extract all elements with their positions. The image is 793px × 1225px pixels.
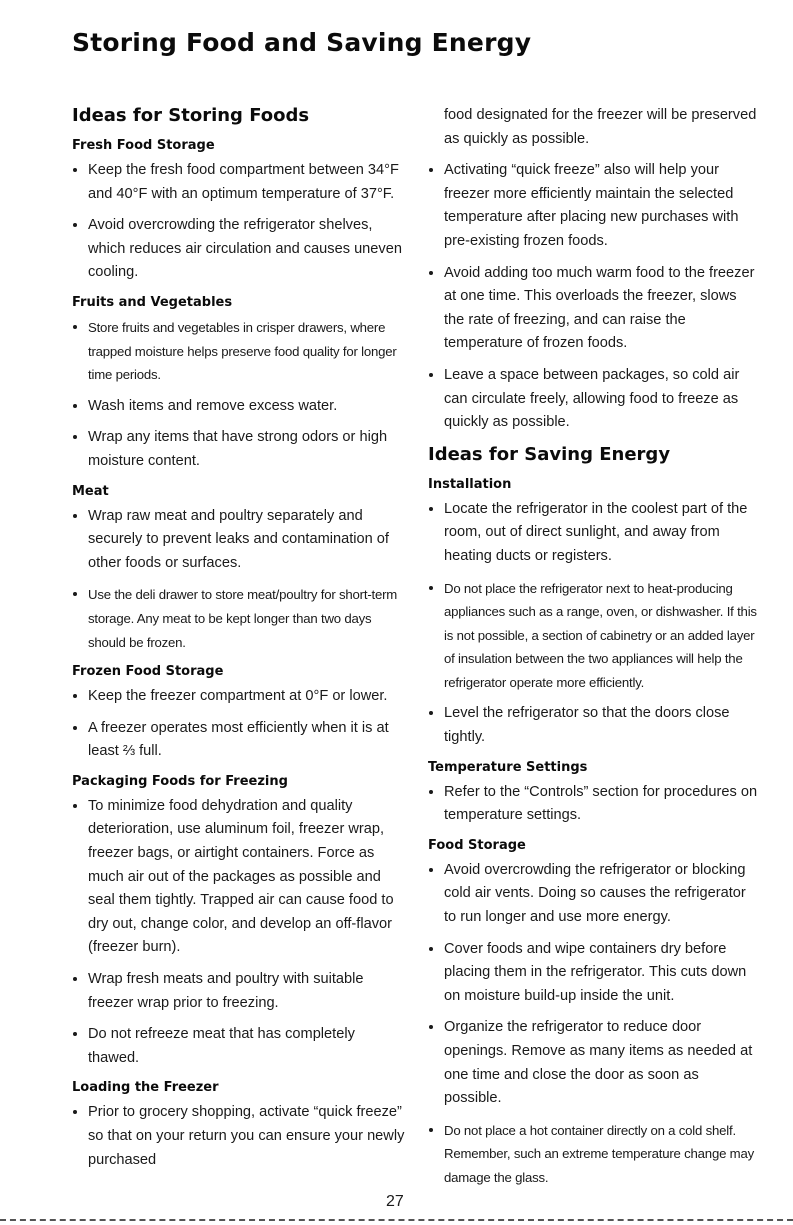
list-item: Do not refreeze meat that has completely thawed. bbox=[72, 1023, 408, 1070]
installation-list bbox=[428, 498, 758, 750]
bottom-divider bbox=[0, 1219, 793, 1221]
list-item: Keep the fresh food compartment between 34°F and 40°F with an optimum temperature of 37°F. bbox=[72, 159, 408, 206]
list-item: Prior to grocery shopping, activate “quick freeze” so that on your return you can ensure your newly purchased bbox=[72, 1101, 408, 1172]
saving-energy-heading: Ideas for Saving Energy bbox=[428, 443, 671, 465]
list-item: Do not place the refrigerator next to heat-producing appliances such as a range, oven, or dishwasher. If this is not possible, a section of cabinetry or an added layer of insulation between the two appliances will help the refrigerator operate more efficiently. bbox=[428, 577, 758, 695]
fresh-food-list bbox=[72, 159, 408, 285]
page-number: 27 bbox=[386, 1193, 404, 1210]
list-item: Refer to the “Controls” section for procedures on temperature settings. bbox=[428, 781, 758, 828]
packaging-list bbox=[72, 795, 408, 1071]
storing-foods-heading: Ideas for Storing Foods bbox=[72, 105, 310, 126]
installation-heading: Installation bbox=[428, 476, 512, 492]
list-item: Store fruits and vegetables in crisper drawers, where trapped moisture helps preserve food quality for longer time periods. bbox=[72, 316, 408, 387]
loading-freezer-list-continued bbox=[428, 159, 758, 435]
meat-heading: Meat bbox=[72, 483, 109, 499]
food-storage-heading: Food Storage bbox=[428, 837, 526, 853]
list-item: Locate the refrigerator in the coolest part of the room, out of direct sunlight, and away from heating ducts or registers. bbox=[428, 498, 758, 569]
list-item: Avoid adding too much warm food to the freezer at one time. This overloads the freezer, slows the rate of freezing, and can raise the temperature of frozen foods. bbox=[428, 262, 758, 356]
temperature-settings-heading: Temperature Settings bbox=[428, 759, 588, 775]
list-item: Avoid overcrowding the refrigerator shelves, which reduces air circulation and causes uneven cooling. bbox=[72, 214, 408, 285]
list-item: Wrap fresh meats and poultry with suitable freezer wrap prior to freezing. bbox=[72, 968, 408, 1015]
fruits-vegetables-heading: Fruits and Vegetables bbox=[72, 294, 233, 310]
fruits-vegetables-list bbox=[72, 316, 408, 474]
list-item: Avoid overcrowding the refrigerator or blocking cold air vents. Doing so causes the refrigerator to run longer and use more energy. bbox=[428, 859, 758, 930]
frozen-food-list bbox=[72, 685, 408, 764]
right-column bbox=[428, 104, 758, 1198]
list-item: Cover foods and wipe containers dry before placing them in the refrigerator. This cuts down on moisture build-up inside the unit. bbox=[428, 938, 758, 1009]
page-title: Storing Food and Saving Energy bbox=[72, 28, 532, 57]
list-item: Wash items and remove excess water. bbox=[72, 395, 408, 419]
list-item: Do not place a hot container directly on a cold shelf. Remember, such an extreme temperature change may damage the glass. bbox=[428, 1119, 758, 1190]
meat-list bbox=[72, 505, 408, 655]
list-item: Use the deli drawer to store meat/poultry for short-term storage. Any meat to be kept longer than two days should be frozen. bbox=[72, 583, 408, 654]
list-item: Wrap raw meat and poultry separately and securely to prevent leaks and contamination of other foods or surfaces. bbox=[72, 505, 408, 576]
list-item: Wrap any items that have strong odors or high moisture content. bbox=[72, 426, 408, 473]
continued-text: food designated for the freezer will be preserved as quickly as possible. bbox=[444, 107, 757, 147]
food-storage-list bbox=[428, 859, 758, 1190]
loading-freezer-list bbox=[72, 1101, 408, 1172]
packaging-heading: Packaging Foods for Freezing bbox=[72, 773, 288, 789]
left-column bbox=[72, 104, 408, 1180]
temperature-settings-list bbox=[428, 781, 758, 828]
loading-freezer-heading: Loading the Freezer bbox=[72, 1080, 219, 1096]
fresh-food-heading: Fresh Food Storage bbox=[72, 138, 215, 153]
list-item: Keep the freezer compartment at 0°F or lower. bbox=[72, 685, 408, 709]
list-item: Activating “quick freeze” also will help your freezer more efficiently maintain the selected temperature after placing new purchases with pre-existing frozen foods. bbox=[428, 159, 758, 253]
list-item: Organize the refrigerator to reduce door openings. Remove as many items as needed at one time and close the door as soon as possible. bbox=[428, 1016, 758, 1110]
frozen-food-heading: Frozen Food Storage bbox=[72, 664, 224, 680]
list-item: Level the refrigerator so that the doors close tightly. bbox=[428, 702, 758, 749]
list-item: To minimize food dehydration and quality deterioration, use aluminum foil, freezer wrap, freezer bags, or airtight containers. Force as much air out of the packages as possible and seal them tightly. Trapped air can cause food to dry out, change color, and develop an off-flavor (freezer burn). bbox=[72, 795, 408, 960]
list-item: Leave a space between packages, so cold air can circulate freely, allowing food to freeze as quickly as possible. bbox=[428, 364, 758, 435]
list-item: A freezer operates most efficiently when it is at least ⅔ full. bbox=[72, 717, 408, 764]
